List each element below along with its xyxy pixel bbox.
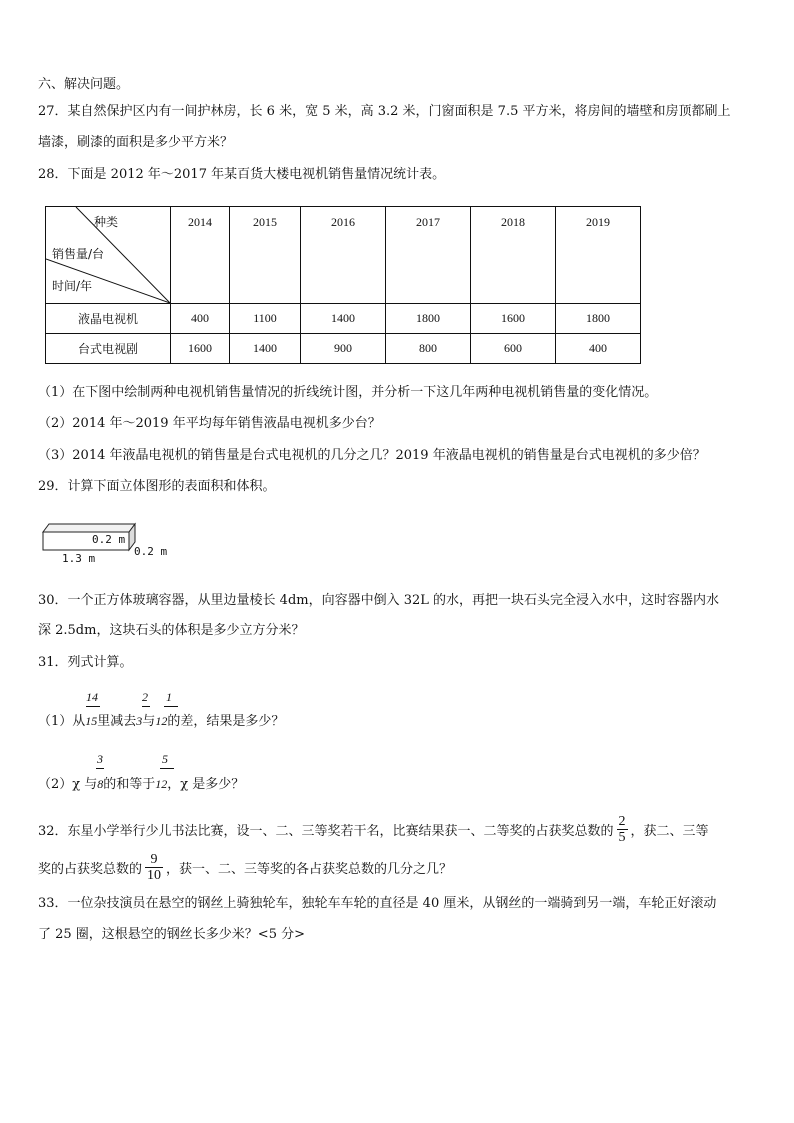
q31-1-frac2-den: 3 xyxy=(136,714,143,728)
q32-line2b: ，获一、二、三等奖的各占获奖总数的几分之几？ xyxy=(166,861,453,877)
q31-title: 31．列式计算。 xyxy=(38,655,133,670)
q31-1-mid1: 里减去 xyxy=(97,714,137,729)
table-cell: 1400 xyxy=(301,304,386,334)
table-row xyxy=(46,304,641,334)
table-cell: 1600 xyxy=(471,304,556,334)
q31-2-prefix: （2）χ 与 xyxy=(38,777,98,792)
table-header-row xyxy=(46,207,641,304)
q28-sub3: （3）2014 年液晶电视机的销售量是台式电视机的几分之几？2019 年液晶电视机的销售量是台式电视机的多少倍？ xyxy=(38,448,706,463)
q31-1-suffix: 的差，结果是多少？ xyxy=(167,714,285,729)
header-kind-label: 种类 xyxy=(94,215,119,229)
year-cell: 2017 xyxy=(386,207,471,304)
q32-line1a: 32．东星小学举行少儿书法比赛，设一、二、三等奖若干名，比赛结果获一、二等奖的占获奖总数的 xyxy=(38,823,614,839)
cuboid-top-label: 0.2 m xyxy=(92,533,126,546)
q31-1-frac2-num: 2 xyxy=(142,690,148,704)
q32-line1b: ，获二、三等 xyxy=(630,823,709,839)
table-cell: 600 xyxy=(471,334,556,364)
header-sales-label: 销售量/台 xyxy=(52,247,105,261)
q28-sub2: （2）2014 年～2019 年平均每年销售液晶电视机多少台？ xyxy=(38,416,381,431)
q32-f1-den: 5 xyxy=(618,829,626,845)
q31-1-frac2-bar xyxy=(142,706,150,707)
table-cell: 400 xyxy=(171,304,230,334)
q32-fraction-9-10 xyxy=(145,852,163,883)
q31-2-frac2-num: 5 xyxy=(162,752,168,766)
q31-1-frac1-den: 15 xyxy=(85,714,98,728)
year-cell: 2018 xyxy=(471,207,556,304)
q27-line1: 27．某自然保护区内有一间护林房，长 6 米，宽 5 米，高 3.2 米，门窗面积是 7.5 平方米，将房间的墙壁和房顶都刷上 xyxy=(38,104,731,119)
table-cell: 900 xyxy=(301,334,386,364)
q30-line1: 30．一个正方体玻璃容器，从里边量棱长 4dm，向容器中倒入 32L 的水，再把一块石头完全浸入水中，这时容器内水 xyxy=(38,593,720,608)
q31-2-frac1-bar xyxy=(96,768,104,769)
q32-f2-num: 9 xyxy=(150,851,158,867)
q31-1-mid2: 与 xyxy=(142,714,156,729)
q27-line2: 墙漆，刷漆的面积是多少平方米？ xyxy=(38,135,234,150)
q28-intro: 28．下面是 2012 年～2017 年某百货大楼电视机销售量情况统计表。 xyxy=(38,167,446,182)
year-cell: 2019 xyxy=(556,207,641,304)
q33-line1: 33．一位杂技演员在悬空的钢丝上骑独轮车，独轮车车轮的直径是 40 厘米，从钢丝的一端骑到另一端，车轮正好滚动 xyxy=(38,896,717,911)
header-time-label: 时间/年 xyxy=(52,279,93,293)
q31-1-frac1-num: 14 xyxy=(86,690,98,704)
q31-2-frac2-bar xyxy=(160,768,174,769)
sales-table xyxy=(45,206,641,364)
q29-text: 29．计算下面立体图形的表面积和体积。 xyxy=(38,479,276,494)
q33-line2: 了 25 圈，这根悬空的钢丝长多少米？<5 分> xyxy=(38,927,305,942)
q32-f1-num: 2 xyxy=(618,813,626,829)
table-cell: 1400 xyxy=(230,334,301,364)
row-label: 台式电视剧 xyxy=(46,334,171,364)
q31-1-frac3-den: 12 xyxy=(155,714,168,728)
table-cell: 800 xyxy=(386,334,471,364)
q32-fraction-2-5 xyxy=(617,814,628,845)
q31-2-frac1-num: 3 xyxy=(97,752,103,766)
q32-line1 xyxy=(38,810,709,848)
q32-f2-den: 10 xyxy=(147,867,162,883)
q31-2-mid: 的和等于 xyxy=(103,777,156,792)
year-cell: 2016 xyxy=(301,207,386,304)
table-cell: 1800 xyxy=(386,304,471,334)
q31-1-prefix: （1）从 xyxy=(38,714,86,729)
diagonal-header-cell xyxy=(46,207,171,304)
q31-1-frac3-bar xyxy=(164,706,178,707)
q31-2-suffix: ，χ 是多少？ xyxy=(167,777,245,792)
q32-line2a: 奖的占获奖总数的 xyxy=(38,861,143,877)
cuboid-side-label: 0.2 m xyxy=(134,545,168,558)
q32-line2 xyxy=(38,848,452,886)
q30-line2: 深 2.5dm，这块石头的体积是多少立方分米？ xyxy=(38,623,305,638)
q31-2-frac1-den: 8 xyxy=(97,777,104,791)
q31-sub2 xyxy=(38,775,244,794)
q31-sub1 xyxy=(38,712,284,731)
cuboid-length-label: 1.3 m xyxy=(62,552,96,565)
q31-1-frac1-bar xyxy=(86,706,100,707)
year-cell: 2015 xyxy=(230,207,301,304)
q31-2-frac2-den: 12 xyxy=(155,777,168,791)
q28-sub1: （1）在下图中绘制两种电视机销售量情况的折线统计图，并分析一下这几年两种电视机销售量的变化情况。 xyxy=(38,385,658,400)
year-cell: 2014 xyxy=(171,207,230,304)
table-cell: 1800 xyxy=(556,304,641,334)
table-cell: 1600 xyxy=(171,334,230,364)
table-cell: 1100 xyxy=(230,304,301,334)
table-cell: 400 xyxy=(556,334,641,364)
row-label: 液晶电视机 xyxy=(46,304,171,334)
q31-1-frac3-num: 1 xyxy=(166,690,172,704)
section-title: 六、解决问题。 xyxy=(38,77,130,92)
table-row xyxy=(46,334,641,364)
